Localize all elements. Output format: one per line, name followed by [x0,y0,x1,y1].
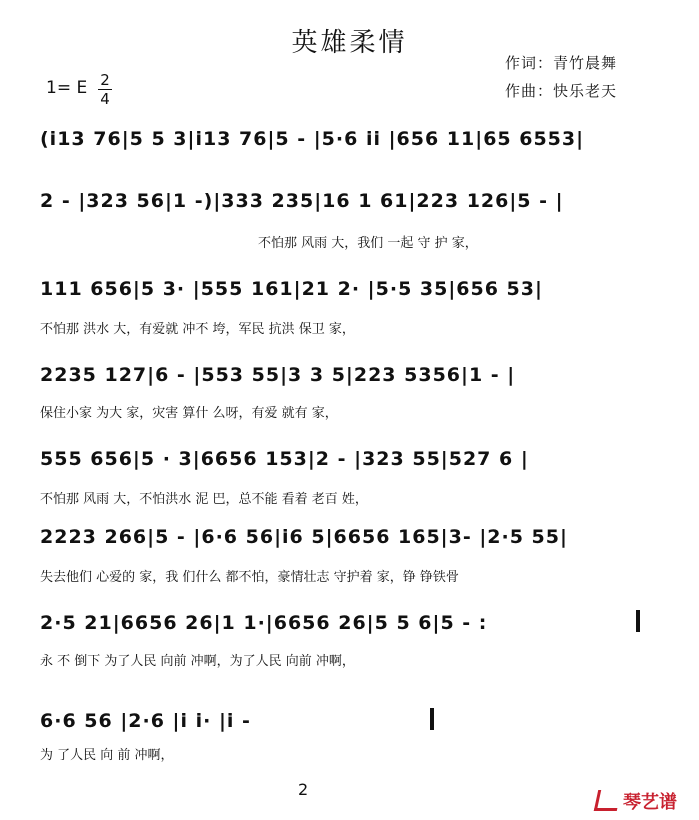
watermark-logo [596,788,677,814]
lyric-line-5: 失去他们 心爱的 家，我 们什么 都不怕，豪情壮志 守护着 家，铮 铮铁骨 [40,570,459,585]
lyric-line-1: 不怕那 风雨 大，我们 一起 守 护 家， [258,236,478,251]
time-signature-bottom: 4 [100,90,110,108]
score-line-5: 555 656|5 · 3|6656 153|2 - |323 55|527 6 | [40,448,529,470]
score-line-1: (i13 76|5 5 3|i13 76|5 - |5·6 ii |656 11|65 6553| [40,128,585,150]
score-line-4: 2235 127|6 - |553 55|3 3 5|223 5356|1 - | [40,364,516,386]
final-bar [430,708,434,730]
watermark-mark-icon [594,790,621,811]
lyric-line-3: 保住小家 为大 家，灾害 算什 么呀，有爱 就有 家， [40,406,338,421]
score-line-7: 2·5 21|6656 26|1 1·|6656 26|5 5 6|5 - : [40,612,488,634]
lyric-line-6: 永 不 倒下 为了人民 向前 冲啊，为了人民 向前 冲啊， [40,654,355,669]
score-line-8: 6·6 56 |2·6 |i i· |i - [40,710,251,732]
song-title: 英雄柔情 [291,28,408,58]
lyric-line-2: 不怕那 洪水 大，有爱就 冲不 垮，军民 抗洪 保卫 家， [40,322,355,337]
score-line-3: 111 656|5 3· |555 161|21 2· |5·5 35|656 53| [40,278,543,300]
page-number: 2 [298,780,309,799]
time-signature [98,72,112,107]
key-signature: 1= E [46,78,88,98]
composer-credit: 作曲：快乐老天 [505,82,618,100]
watermark-text: 琴艺谱 [623,792,677,813]
time-signature-top: 2 [100,71,110,89]
repeat-end-bar [636,610,640,632]
score-line-6: 2223 266|5 - |6·6 56|i6 5|6656 165|3- |2·5 55| [40,526,568,548]
lyricist-credit: 作词：青竹晨舞 [505,54,618,72]
lyric-line-7: 为 了人民 向 前 冲啊， [40,748,174,763]
lyric-line-4: 不怕那 风雨 大，不怕洪水 泥 巴，总不能 看着 老百 姓， [40,492,368,507]
score-line-2: 2 - |323 56|1 -)|333 235|16 1 61|223 126|5 - | [40,190,564,212]
